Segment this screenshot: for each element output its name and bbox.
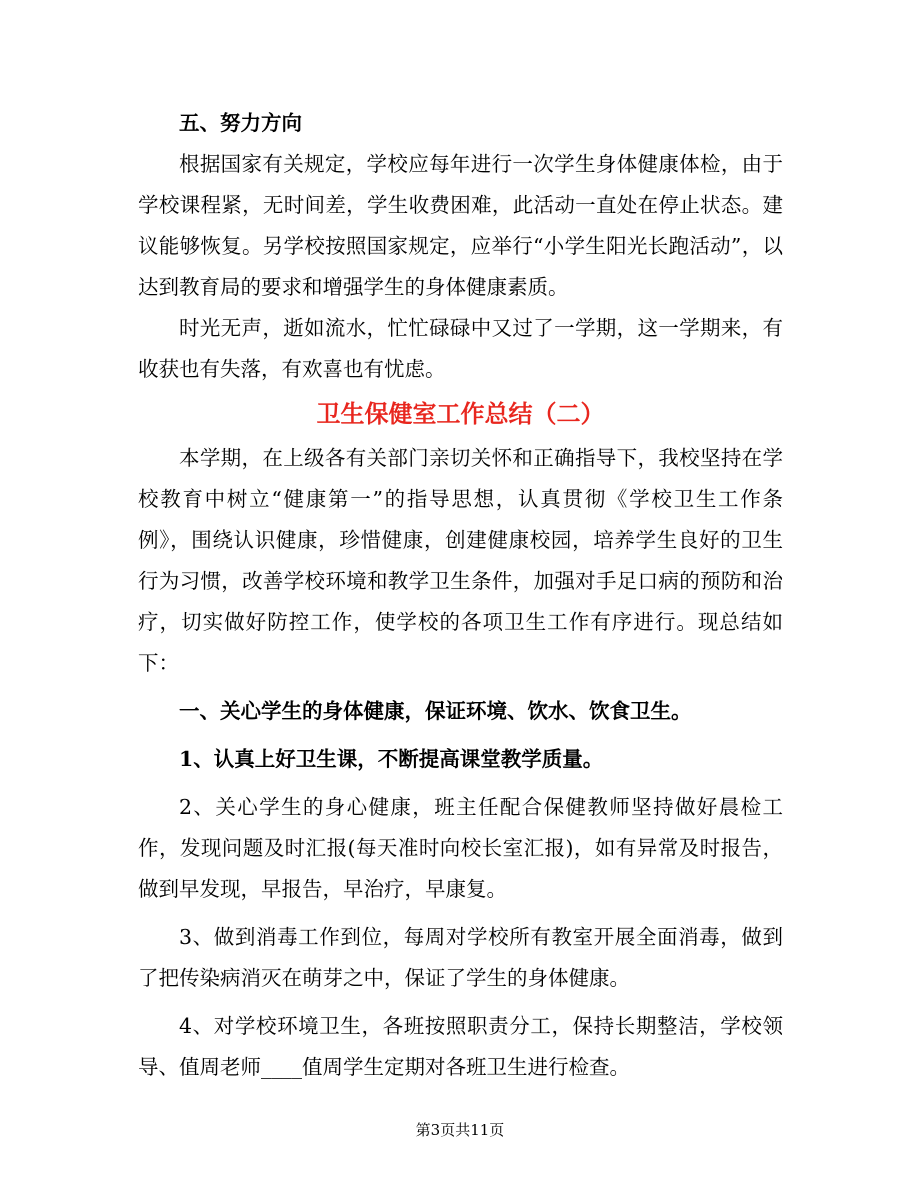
section-one-item-4: 4、对学校环境卫生，各班按照职责分工，保持长期整洁，学校领导、值周老师____值周学生定期对各班卫生进行检查。	[138, 1014, 783, 1079]
spacer	[138, 684, 783, 691]
section-one-item-2: 2、关心学生的身心健康，班主任配合保健教师坚持做好晨检工作，发现问题及时汇报(每天准时向校长室汇报)，如有异常及时报告，做到早发现，早报告，早治疗，早康复。	[138, 795, 783, 901]
section-one-item-3: 3、做到消毒工作到位，每周对学校所有教室开展全面消毒，做到了把传染病消灭在萌芽之中，保证了学生的身体健康。	[138, 925, 783, 990]
intro-paragraph: 本学期，在上级各有关部门亲切关怀和正确指导下，我校坚持在学校教育中树立“健康第一”的指导思想，认真贯彻《学校卫生工作条例》，围绕认识健康，珍惜健康，创建健康校园，培养学生良好的卫生行为习惯，改善学校环境和教学卫生条件，加强对手足口病的预防和治疗，切实做好防控工作，使学校的各项卫生工作有序进行。现总结如下：	[138, 446, 783, 675]
spacer	[138, 732, 783, 739]
document-title: 卫生保健室工作总结（二）	[316, 399, 605, 428]
page-number-footer: 第3页共11页	[415, 1121, 505, 1139]
section-one-heading: 一、关心学生的身体健康，保证环境、饮水、饮食卫生。	[179, 699, 692, 723]
section-five-paragraph-2: 时光无声，逝如流水，忙忙碌碌中又过了一学期，这一学期来，有收获也有失落，有欢喜也有忧虑。	[138, 316, 783, 381]
spacer	[138, 910, 783, 917]
spacer	[138, 999, 783, 1006]
spacer	[138, 780, 783, 787]
section-five-paragraph-1: 根据国家有关规定，学校应每年进行一次学生身体健康体检，由于学校课程紧，无时间差，学生收费困难，此活动一直处在停止状态。建议能够恢复。另学校按照国家规定，应举行“小学生阳光长跑活动”，以达到教育局的要求和增强学生的身体健康素质。	[138, 152, 783, 299]
document-body	[138, 103, 783, 1088]
section-five-heading: 五、努力方向	[179, 111, 302, 135]
section-one-item-1: 1、认真上好卫生课，不断提高课堂教学质量。	[179, 747, 604, 771]
